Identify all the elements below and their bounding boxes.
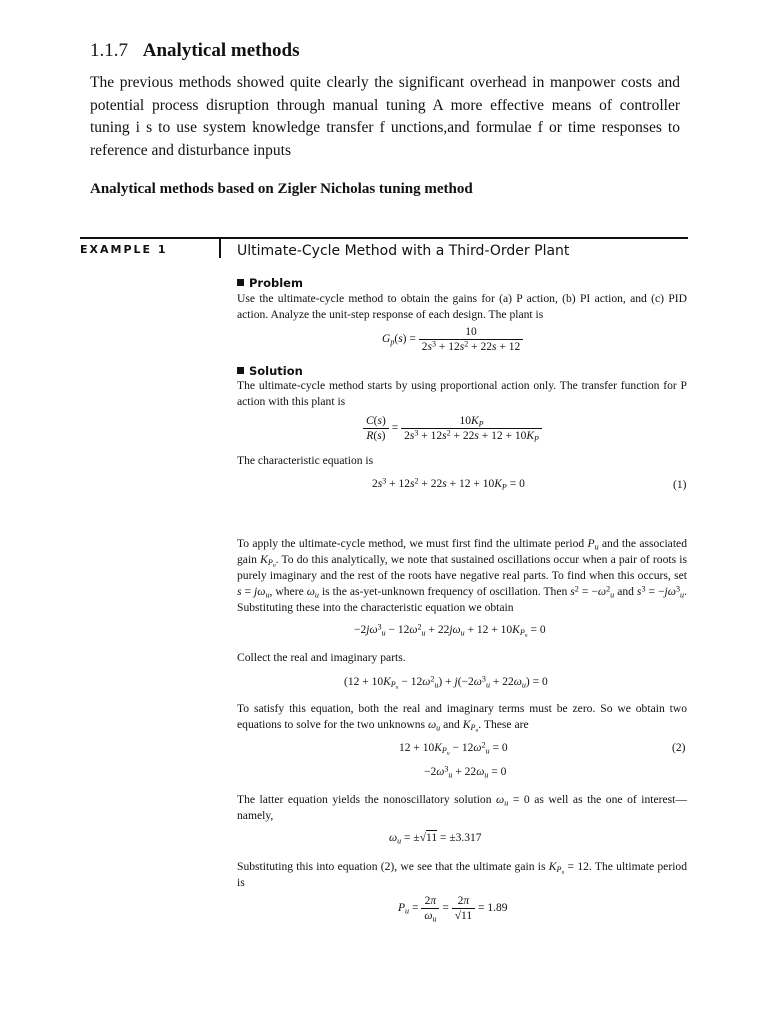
period-result-equation: $P_u$ = $\frac{2\pi}{\omega_u}$ = $\frac{2\pi}{√11}$ = 1.89 <box>398 895 508 924</box>
real-part-equation: $12 + 10K_{P_u} - 12\omega^2_u = 0$ <box>399 740 508 758</box>
char-eq-intro: The characteristic equation is <box>237 454 374 467</box>
section-title: Analytical methods <box>142 40 300 61</box>
example-divider <box>219 238 221 258</box>
bullet-square-icon <box>237 367 244 374</box>
latter-equation-paragraph: The latter equation yields the nonoscillatory solution $\omega_u = 0$ as well as the one of interest—namely, <box>237 793 687 822</box>
section-heading <box>90 40 300 62</box>
section-number: 1.1.7 <box>90 40 128 61</box>
solution-heading-text: Solution <box>249 364 303 378</box>
omega-result-equation: $\omega_u = \pm√11 = \pm 3.317$ <box>389 832 482 846</box>
problem-text: Use the ultimate-cycle method to obtain the gains for (a) P action, (b) PI action, and (c) PID action. Analyze the unit-step response of each design. The plant is <box>237 292 687 321</box>
equation-number-1: (1) <box>673 479 687 491</box>
collect-text: Collect the real and imaginary parts. <box>237 651 406 664</box>
example-title: Ultimate-Cycle Method with a Third-Order Plant <box>237 243 570 259</box>
substituting-paragraph: Substituting this into equation (2), we see that the ultimate gain is $K_{P_u} = 12$. The ultimate period is <box>237 860 688 889</box>
bullet-square-icon <box>237 279 244 286</box>
real-imag-equation: $(12 + 10K_{P_u} - 12\omega^2_u) + j(-2\omega^3_u + 22\omega_u) = 0$ <box>344 674 548 692</box>
example-rule <box>80 237 688 239</box>
satisfy-paragraph: To satisfy this equation, both the real and imaginary terms must be zero. So we obtain two equations to solve for the two unknowns $\omega_u$ and $K_{P_u}$. These are <box>237 702 687 735</box>
imag-part-equation: $-2\omega^3_u + 22\omega_u = 0$ <box>424 764 507 780</box>
characteristic-equation: $2s^3 + 12s^2 + 22s + 12 + 10K_P = 0$ <box>372 476 525 492</box>
closed-loop-tf-equation: $\frac{C(s)}{R(s)}$ = $\frac{10K_P}{2s^3 + 12s^2 + 22s + 12 + 10K_P}$ <box>363 415 542 442</box>
solution-heading <box>237 364 303 378</box>
equation-number-2: (2) <box>672 742 686 754</box>
example-label: EXAMPLE 1 <box>80 243 168 256</box>
solution-text: The ultimate-cycle method starts by using proportional action only. The transfer function for P action with this plant is <box>237 379 687 408</box>
intro-paragraph: The previous methods showed quite clearly the significant overhead in manpower costs and potential process disruption through manual tuning A more effective means of controller tuning i s to use system knowledge transfer f unctions,and formulae f or time responses to reference and disturbance inputs <box>90 74 680 159</box>
substituted-equation: $-2j\omega^3_u - 12\omega^2_u + 22j\omega_u + 12 + 10K_{P_u} = 0$ <box>354 622 546 640</box>
plant-equation: $G_p(s)$ = $\frac{10}{2s^3 + 12s^2 + 22s + 12}$ <box>382 326 523 353</box>
problem-heading <box>237 276 303 290</box>
ultimate-cycle-paragraph: To apply the ultimate-cycle method, we must first find the ultimate period $P_u$ and the associated gain $K_{P_u}$. To do this analytically, we note that sustained oscillations occur when a pair of roots is purely imaginary and the rest of the roots have negative real parts. To find when this occurs, set $s = j\omega_u$, where $\omega_u$ is the as-yet-unknown frequency of oscillation. Then $s^2 = -\omega^2_u$ and $s^3 = -j\omega^3_u$. Substituting these into the characteristic equation we obtain <box>237 537 687 614</box>
subheading: Analytical methods based on Zigler Nicholas tuning method <box>90 181 473 197</box>
problem-heading-text: Problem <box>249 276 303 290</box>
